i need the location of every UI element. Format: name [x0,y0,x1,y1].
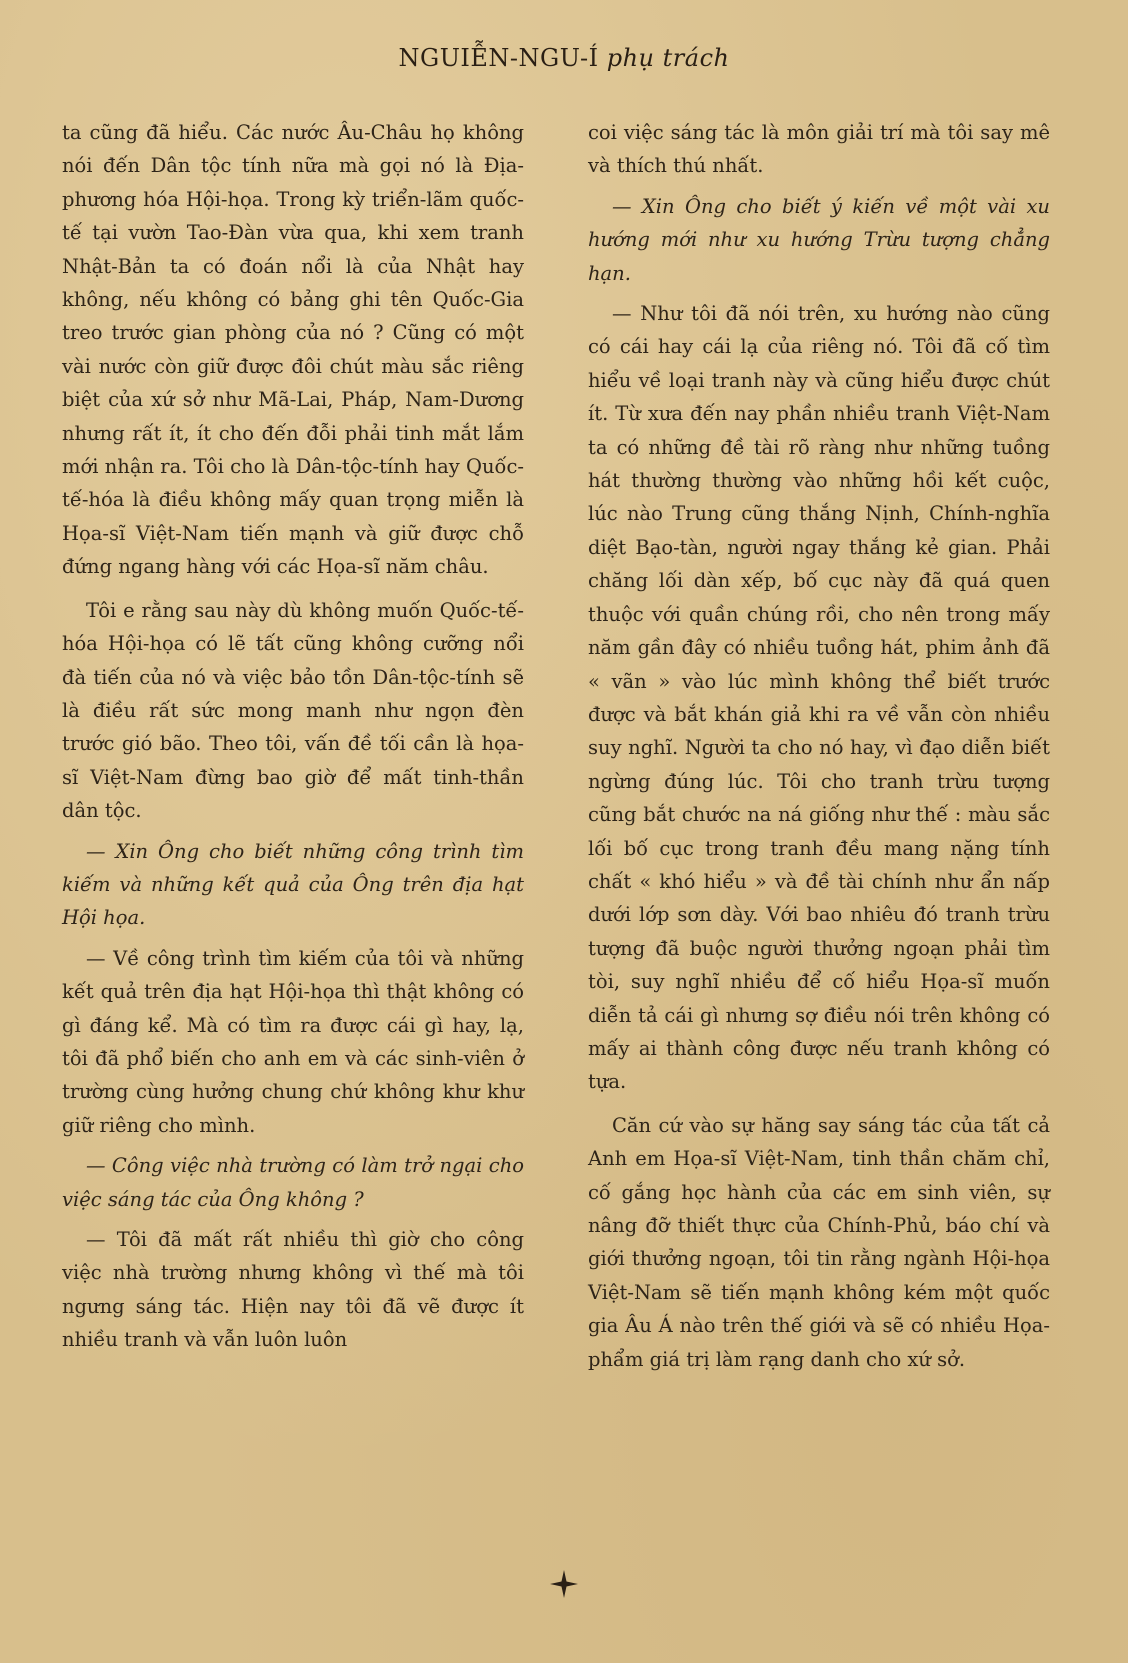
paragraph: Tôi e rằng sau này dù không muốn Quốc-tế-hóa Hội-họa có lẽ tất cũng không cưỡng nổi đà tiến của nó và việc bảo tồn Dân-tộc-tính sẽ là điều rất sức mong manh như ngọn đèn trước gió bão. Theo tôi, vấn đề tối cần là họa-sĩ Việt-Nam đừng bao giờ để mất tinh-thần dân tộc. [62,598,524,823]
right-column [588,116,1050,1383]
paragraph: coi việc sáng tác là môn giải trí mà tôi say mê và thích thú nhất. [588,121,1050,178]
interview-answer: — Như tôi đã nói trên, xu hướng nào cũng có cái hay cái lạ của riêng nó. Tôi đã cố tìm hiểu về loại tranh này và cũng hiểu được chút ít. Từ xưa đến nay phần nhiều tranh Việt-Nam ta có những đề tài rõ ràng như những tuồng hát thường thường vào những hồi kết cuộc, lúc nào Trung cũng thắng Nịnh, Chính-nghĩa diệt Bạo-tàn, người ngay thắng kẻ gian. Phải chăng lối dàn xếp, bố cục này đã quá quen thuộc với quần chúng rồi, cho nên trong mấy năm gần đây có nhiều tuồng hát, phim ảnh đã « vãn » vào lúc mình không thể biết trước được và bắt khán giả khi ra về vẫn còn nhiều suy nghĩ. Người ta cho nó hay, vì đạo diễn biết ngừng đúng lúc. Tôi cho tranh trừu tượng cũng bắt chước na ná giống như thế : màu sắc lối bố cục trong tranh đều mang nặng tính chất « khó hiểu » và đề tài chính như ẩn nấp dưới lớp sơn dày. Với bao nhiêu đó tranh trừu tượng đã buộc người thưởng ngoạn phải tìm tòi, suy nghĩ nhiều để cố hiểu Họa-sĩ muốn diễn tả cái gì nhưng sợ điều nói trên không có mấy ai thành công được nếu tranh không có tựa. [588,302,1050,1094]
interview-question: — Xin Ông cho biết ý kiến về một vài xu hướng mới như xu hướng Trừu tượng chẳng hạn. [588,194,1050,285]
star-ornament-icon [548,1568,580,1600]
header-title: NGUIỄN-NGU-Í [398,44,599,72]
interview-answer: — Về công trình tìm kiếm của tôi và những kết quả trên địa hạt Hội-họa thì thật không có gì đáng kể. Mà có tìm ra được cái gì hay, lạ, tôi đã phổ biến cho anh em và các sinh-viên ở trường cùng hưởng chung chứ không khư khư giữ riêng cho mình. [62,946,524,1137]
left-column [62,116,524,1364]
paragraph: ta cũng đã hiểu. Các nước Âu-Châu họ không nói đến Dân tộc tính nữa mà gọi nó là Địa-phương hóa Hội-họa. Trong kỳ triển-lãm quốc-tế tại vườn Tao-Đàn vừa qua, khi xem tranh Nhật-Bản ta có đoán nổi là của Nhật hay không, nếu không có bảng ghi tên Quốc-Gia treo trước gian phòng của nó ? Cũng có một vài nước còn giữ được đôi chút màu sắc riêng biệt của xứ sở như Mã-Lai, Pháp, Nam-Dương nhưng rất ít, ít cho đến đỗi phải tinh mắt lắm mới nhận ra. Tôi cho là Dân-tộc-tính hay Quốc-tế-hóa là điều không mấy quan trọng miễn là Họa-sĩ Việt-Nam tiến mạnh và giữ được chỗ đứng ngang hàng với các Họa-sĩ năm châu. [62,121,524,579]
paragraph: Căn cứ vào sự hăng say sáng tác của tất cả Anh em Họa-sĩ Việt-Nam, tinh thần chăm chỉ, cố gắng học hành của các em sinh viên, sự nâng đỡ thiết thực của Chính-Phủ, báo chí và giới thưởng ngoạn, tôi tin rằng ngành Hội-họa Việt-Nam sẽ tiến mạnh không kém một quốc gia Âu Á nào trên thế giới và sẽ có nhiều Họa-phẩm giá trị làm rạng danh cho xứ sở. [588,1113,1050,1371]
header-subtitle: phụ trách [606,44,730,72]
page-header [0,44,1128,72]
interview-answer: — Tôi đã mất rất nhiều thì giờ cho công việc nhà trường nhưng không vì thế mà tôi ngưng sáng tác. Hiện nay tôi đã vẽ được ít nhiều tranh và vẫn luôn luôn [62,1228,524,1352]
interview-question: — Xin Ông cho biết những công trình tìm kiếm và những kết quả của Ông trên địa hạt Hội họa. [62,839,524,930]
interview-question: — Công việc nhà trường có làm trở ngại cho việc sáng tác của Ông không ? [62,1154,524,1211]
